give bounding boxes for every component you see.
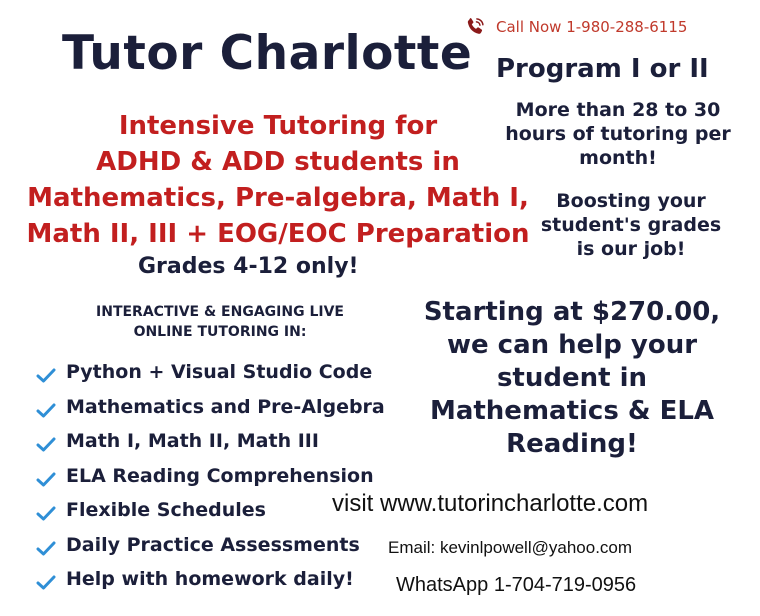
services-intro-line: INTERACTIVE & ENGAGING LIVE <box>96 304 344 320</box>
check-icon <box>36 437 56 453</box>
headline-line: Intensive Tutoring for <box>118 111 438 141</box>
service-label: Flexible Schedules <box>66 499 266 522</box>
check-icon <box>36 403 56 419</box>
pricing-statement <box>400 296 744 461</box>
hours-line: More than 28 to 30 <box>515 99 721 121</box>
service-label: Mathematics and Pre-Algebra <box>66 395 385 418</box>
service-label: Help with homework daily! <box>66 568 354 591</box>
headline <box>16 108 540 252</box>
headline-line: Math II, III + EOG/EOC Preparation <box>26 219 530 249</box>
boost-line: Boosting your <box>556 190 706 212</box>
page-title: Tutor Charlotte <box>62 26 473 81</box>
service-item <box>36 355 385 390</box>
boost-line: is our job! <box>576 238 686 260</box>
service-label: Python + Visual Studio Code <box>66 361 373 384</box>
check-icon <box>36 541 56 557</box>
pricing-line: student in <box>496 363 648 393</box>
services-list <box>36 355 385 597</box>
pricing-line: Mathematics & ELA <box>429 396 715 426</box>
call-now-text: Call Now 1-980-288-6115 <box>496 18 688 36</box>
check-icon <box>36 368 56 384</box>
check-icon <box>36 506 56 522</box>
service-item <box>36 562 385 597</box>
headline-line: Mathematics, Pre-algebra, Math I, <box>27 183 529 213</box>
service-item <box>36 459 385 494</box>
services-intro <box>40 302 400 342</box>
pricing-line: Starting at $270.00, <box>423 297 721 327</box>
program-heading: Program I or II <box>496 54 709 84</box>
check-icon <box>36 575 56 591</box>
boost-grades-note <box>520 189 742 261</box>
boost-line: student's grades <box>540 214 722 236</box>
headline-line: ADHD & ADD students in <box>96 147 460 177</box>
call-now-banner[interactable] <box>464 16 687 38</box>
service-label: Daily Practice Assessments <box>66 533 360 556</box>
grades-note: Grades 4-12 only! <box>138 254 359 279</box>
service-label: Math I, Math II, Math III <box>66 430 319 453</box>
pricing-line: Reading! <box>506 429 638 459</box>
services-intro-line: ONLINE TUTORING IN: <box>133 324 307 340</box>
service-item <box>36 390 385 425</box>
whatsapp-contact[interactable]: WhatsApp 1-704-719-0956 <box>396 574 637 596</box>
website-link[interactable]: visit www.tutorincharlotte.com <box>332 490 649 517</box>
email-link[interactable]: Email: kevinlpowell@yahoo.com <box>388 538 633 557</box>
service-item <box>36 528 385 563</box>
pricing-line: we can help your <box>446 330 698 360</box>
hours-line: hours of tutoring per <box>505 123 731 145</box>
service-item <box>36 424 385 459</box>
service-label: ELA Reading Comprehension <box>66 464 374 487</box>
hours-line: month! <box>579 147 657 169</box>
check-icon <box>36 472 56 488</box>
